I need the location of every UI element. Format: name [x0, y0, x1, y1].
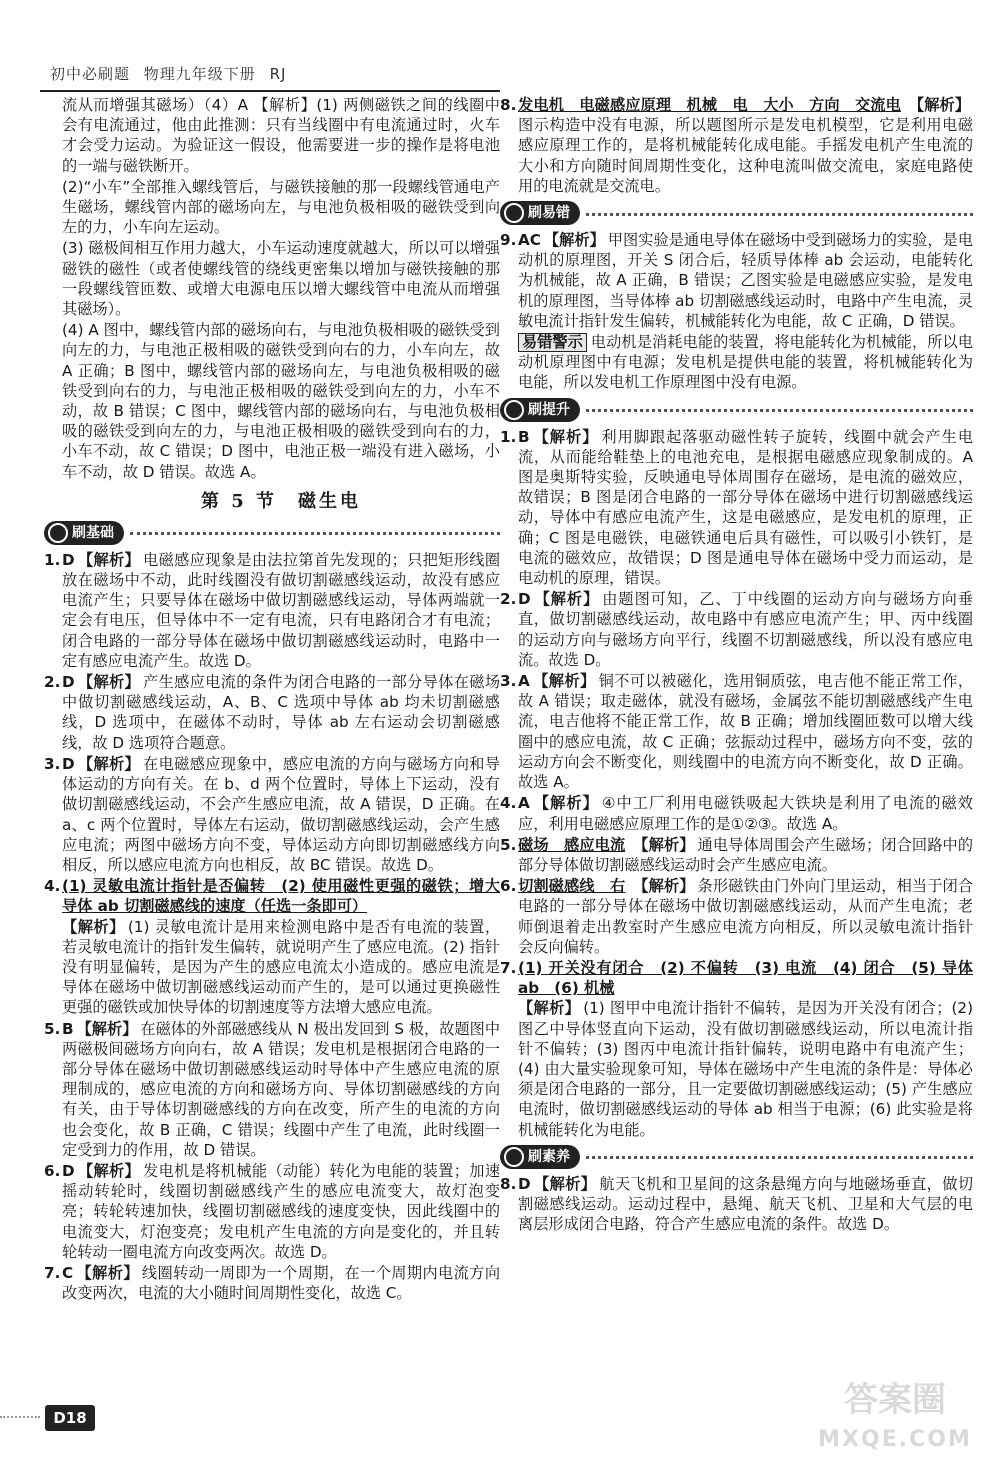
answer-item: 4. (1) 灵敏电流计指针是否偏转 (2) 使用磁性更强的磁铁；增大导体 ab 切割磁感线的速度（任选一条即可） 【解析】 (1) 灵敏电流计是用来检测电路中是否有电流的装置，若灵敏电流计的指针发生偏转，就说明产生了感应电流。(2) 指针没有明显偏转，是因为产生的感应电流太小造成的。感应电流是导体在磁场中做切割磁感线运动而产生的，是可以通过更换磁性更强的磁铁或加快导体的切割速度等方法增大感应电流。: [44, 877, 501, 1017]
answer-item: 7. (1) 开关没有闭合 (2) 不偏转 (3) 电流 (4) 闭合 (5) 导体 ab (6) 机械 【解析】 (1) 图甲中电流计指针不偏转，是因为开关没有闭合；(2) 图乙中导体竖直向下运动，没有做切割磁感线运动，所以电流计指针不偏转；(3) 图丙中电流计指针偏转，说明电路中有电流产生；(4) 由大量实验现象可知，导体在磁场中产生电流的条件是：导体必须是闭合电路的一部分，且一定要做切割磁感线运动；(5) 产生感应电流时，做切割磁感线运动的导体 ab 相当于电源；(6) 此实验是将机械能转化为电能。: [500, 958, 974, 1139]
badge-tisheng: [500, 397, 973, 423]
badge-yicuo: [500, 200, 973, 226]
answer-item: 8. 发电机 电磁感应原理 机械 电 大小 方向 交流电 【解析】图示构造中没有电源，所以题图所示是发电机模型，它是利用电磁感应原理工作的，是将机械能转化成电能。手摇发电机产生电流的大小和方向随时间周期性变化，这种电流叫做交流电，家庭电路使用的电流就是交流电。: [500, 96, 973, 195]
edition-label: RJ: [269, 65, 287, 83]
answer-item: 9. AC 【解析】 甲图实验是通电导体在磁场中受到磁场力的实验，是电动机的原理图，开关 S 闭合后，轻质导体棒 ab 会运动，电能转化为机械能，故 A 正确，B 错误；乙图实验是电磁感应实验，是发电机的原理图，当导体棒 ab 切割磁感线运动时，电路中产生电流，灵敏电流计指针发生偏转，机械能转化为电能，故 C 正确，D 错误。: [500, 231, 974, 330]
badge-jichu: [44, 520, 500, 546]
brush-icon: [48, 523, 68, 543]
answer-item: 7. C 【解析】 线圈转动一周即为一个周期，在一个周期内电流方向改变两次，电流的大小随时间周期性变化，故选 C。: [44, 1263, 501, 1303]
footer-dots: [0, 1416, 40, 1418]
brush-icon: [504, 400, 524, 420]
left-column: [44, 95, 501, 1304]
running-header: [50, 58, 490, 90]
subject-title: 物理九年级下册: [143, 65, 256, 83]
badge-label: 刷素养: [528, 1148, 570, 1165]
section-title: 第 5 节 磁生电: [200, 490, 362, 512]
watermark: [800, 1380, 990, 1460]
dotted-divider: [586, 409, 973, 412]
answer-item: 1. B 【解析】 利用脚跟起落驱动磁性转子旋转，线圈中就会产生电流，从而能给鞋垫上的电池充电，是根据电磁感应现象制成的。A 图是奥斯特实验，反映通电导体周围存在磁场，是电流的磁效应，故错误；B 图是闭合电路的一部分导体在磁场中进行切割磁感线运动，导体中有感应电流产生，这是电磁感应，是发电机的原理，正确；C 图是电磁铁，电磁铁通电后具有磁性，可以吸引小铁钉，是电流的磁效应，故错误；D 图是通电导体在磁场中受力而运动，是电动机的原理，错误。: [500, 427, 974, 588]
answer-item: 8. D 【解析】 航天飞机和卫星间的这条悬绳方向与地磁场垂直，做切割磁感线运动。运动过程中，悬绳、航天飞机、卫星和大气层的电离层形成闭合电路，符合产生感应电流的条件。故选 D。: [500, 1174, 974, 1234]
answer-item: 6. 切割磁感线 右 【解析】 条形磁铁由门外向门里运动，相当于闭合电路的一部分导体在磁场中做切割磁感线运动，从而产生电流；老师倒退着走出教室时产生感应电流方向相反，所以灵敏电流计指针会反向偏转。: [500, 877, 974, 956]
page-number: D18: [45, 1405, 95, 1431]
warning-label: 易错警示: [518, 333, 587, 352]
continuation-paragraph: (4) A 图中，螺线管内部的磁场向右，与电池负极相吸的磁铁受到向左的力，与电池正极相吸的磁铁受到向右的力，小车向左，故 A 正确；B 图中，螺线管内部的磁场向左，与电池负极相吸的磁铁受到向右的力，与电池正极相吸的磁铁受到向左的力，小车不动，故 B 错误；C 图中，螺线管内部的磁场向右，与电池负极相吸的磁铁受到向左的力，与电池正极相吸的磁铁受到向右的力，小车不动，故 C 错误；D 图中，电池正极一端没有进入磁场，小车不动，故 D 错误。故选 A。: [62, 321, 500, 481]
dotted-divider: [130, 532, 500, 535]
right-column: [500, 95, 974, 1235]
continuation-paragraph: (2)“小车”全部推入螺线管后，与磁铁接触的那一段螺线管通电产生磁场，螺线管内部的磁场向左，与电池负极相吸的磁铁受到向左的力，小车向左运动。: [62, 177, 500, 237]
watermark-main: 答案圈: [844, 1380, 946, 1420]
continuation-paragraph: (3) 磁极间相互作用力越大，小车运动速度就越大，所以可以增强磁铁的磁性（或者使螺线管的绕线更密集以增加与磁铁接触的那一段螺线管匝数、或增大电源电压以增大螺线管中电流从而增强其磁场）。: [62, 239, 500, 319]
answer-item: 2. D 【解析】 产生感应电流的条件为闭合电路的一部分导体在磁场中做切割磁感线运动，A、B、C 选项中导体 ab 均未切割磁感线，D 选项中，在磁体不动时，导体 ab 左右运动会切割磁感线，故 D 选项符合题意。: [44, 673, 501, 752]
book-title: 初中必刷题: [50, 65, 131, 83]
answer-item: 5. 磁场 感应电流 【解析】 通电导体周围会产生磁场；闭合回路中的部分导体做切割磁感线运动时会产生感应电流。: [500, 835, 974, 874]
continuation-paragraph: 流从而增强其磁场）（4）A 【解析】(1) 两侧磁铁之间的线圈中会有电流通过，他由此推测：只有当线圈中有电流通过时，火车才会受力运动。为验证这一假设，他需要进一步的操作是将电池的一端与磁铁断开。: [62, 96, 500, 175]
dotted-divider: [586, 213, 973, 216]
watermark-sub: MXQE.COM: [818, 1427, 972, 1452]
badge-label: 刷基础: [72, 524, 114, 541]
answer-item: 4. A 【解析】 ④中工厂利用电磁铁吸起大铁块是利用了电流的磁效应，利用电磁感应原理工作的是①②③。故选 A。: [500, 794, 973, 833]
warning-note: 易错警示 电动机是消耗电能的装置，将电能转化为机械能，所以电动机原理图中有电源；发电机是提供电能的装置，将机械能转化为电能，所以发电机工作原理图中没有电源。: [518, 333, 973, 392]
answer-item: 3. A 【解析】 铜不可以被磁化，选用铜质弦，电吉他不能正常工作，故 A 错误；取走磁体，就没有磁场，金属弦不能切割磁感线产生电流，电吉他将不能正常工作，故 B 正确；增加线圈匝数可以增大线圈中的感应电流，故 C 正确；弦振动过程中，磁场方向不变，弦的运动方向会不断变化，则线圈中的电流方向不断变化，故 D 正确。故选 A。: [500, 672, 974, 792]
answer-item: 3. D 【解析】 在电磁感应现象中，感应电流的方向与磁场方向和导体运动的方向有关。在 b、d 两个位置时，导体上下运动，没有做切割磁感线运动，不会产生感应电流，故 A 错误，D 正确。在 a、c 两个位置时，导体左右运动，做切割磁感线运动，会产生感应电流；两图中磁场方向不变，导体运动方向即切割磁感线方向相反，所以感应电流方向也相反，故 BC 错误。故选 D。: [44, 754, 501, 874]
dotted-divider: [586, 1156, 973, 1159]
brush-icon: [504, 1147, 524, 1167]
badge-suyang: [500, 1144, 973, 1170]
header-rule: [40, 90, 500, 92]
badge-label: 刷易错: [528, 205, 570, 222]
answer-item: 1. D 【解析】 电磁感应现象是由法拉第首先发现的；只把矩形线圈放在磁场中不动，此时线圈没有做切割磁感线运动，故没有感应电流产生；只要导体在磁场中做切割磁感线运动，导体两端就一定会有电压，但导体中不一定有电流，只有电路闭合才有电流；闭合电路的一部分导体在磁场中做切割磁感线运动时，电路中一定有感应电流产生。故选 D。: [44, 550, 501, 670]
badge-label: 刷提升: [528, 401, 570, 418]
answer-item: 2. D 【解析】 由题图可知，乙、丁中线圈的运动方向与磁场方向垂直，做切割磁感线运动，故电路中有感应电流产生；甲、丙中线圈的运动方向与磁场方向平行，线圈不切割磁感线，所以没有感应电流。故选 D。: [500, 590, 974, 669]
answer-item: 5. B 【解析】 在磁体的外部磁感线从 N 极出发回到 S 极，故题图中两磁极间磁场方向向右，故 A 错误；发电机是根据闭合电路的一部分导体在磁场中做切割磁感线运动时导体中产生感应电流的原理制成的，感应电流的方向和磁场方向、导体切割磁感线的方向有关，由于导体切割磁感线的方向在改变，所产生的电流的方向也会变化，故 B 正确，C 错误；线圈中产生了电流，此时线圈一定受到力的作用，故 D 错误。: [44, 1019, 501, 1159]
brush-icon: [504, 203, 524, 223]
answer-item: 6. D 【解析】 发电机是将机械能（动能）转化为电能的装置；加速摇动转轮时，线圈切割磁感线产生的感应电流变大，故灯泡变亮；转轮转速加快，线圈切割磁感线的速度变快，因此线圈中的电流变大，灯泡变亮；发电机产生电流的方向是变化的，并且转轮转动一圈电流方向改变两次。故选 D。: [44, 1161, 501, 1261]
